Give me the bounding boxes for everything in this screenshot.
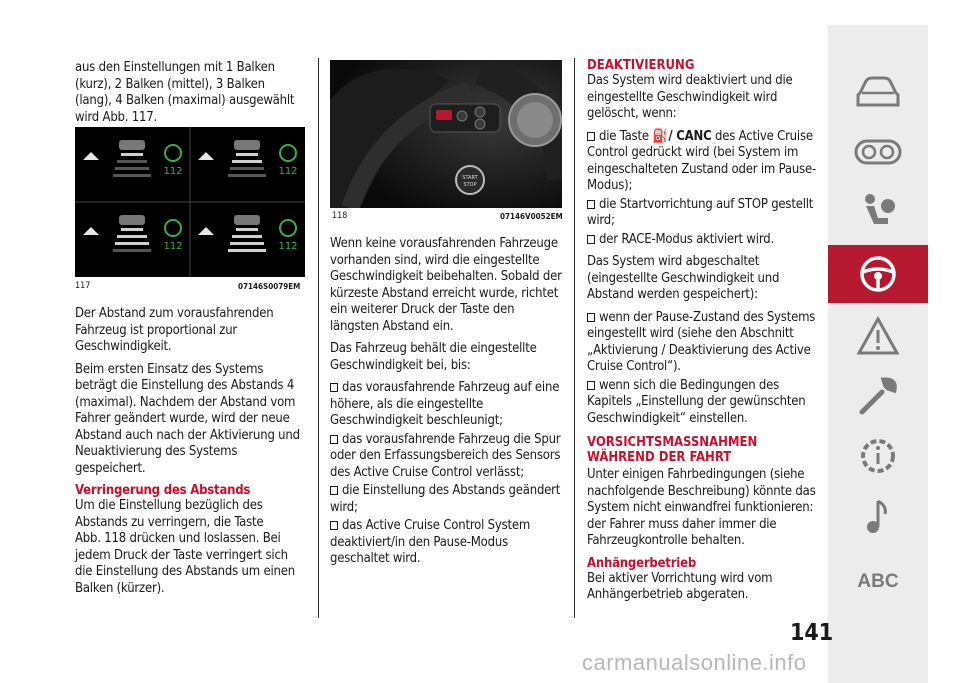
bullet-icon — [330, 383, 338, 392]
gear-info-icon — [856, 434, 900, 478]
paragraph-reduce-1: Um die Einstellung bezüglich des Abstands zu verringern, die Taste — [75, 498, 264, 530]
warning-icon — [856, 316, 900, 356]
dashboard-icon — [853, 138, 903, 166]
chapter-sidebar — [828, 25, 928, 683]
bullet-icon — [587, 381, 595, 390]
paragraph-keeps-speed: Das Fahrzeug behält die eingestellte Geschwindigkeit bei, bis: — [330, 341, 537, 373]
paragraph-deactivation: Das System wird deaktiviert und die eingestellte Geschwindigkeit wird gelöscht, wenn: — [587, 73, 793, 121]
bullet-item: das Active Cruise Control System deaktiviert/in den Pause-Modus geschaltet wird. — [330, 518, 531, 566]
airbag-icon — [858, 192, 898, 232]
bullet-item: wenn sich die Bedingungen des Kapitels „Einstellung der gewünschten Geschwindigkeit“ einstellen. — [587, 377, 806, 426]
bullet-icon — [587, 200, 595, 209]
bullet-icon — [587, 235, 595, 244]
chapter-tab-technical-data[interactable] — [828, 427, 928, 485]
figure-117-number: 117 — [75, 281, 91, 291]
heading-reduce-distance: Verringerung des Abstands — [75, 483, 251, 498]
paragraph-proportional: Der Abstand zum vorausfahrenden Fahrzeug ist proportional zur Geschwindigkeit. — [75, 306, 274, 354]
svg-text:STOP: STOP — [463, 182, 477, 188]
bullet-item: das vorausfahrende Fahrzeug die Spur oder den Erfassungsbereich des Sensors des Active Cruise Control verlässt; — [330, 431, 561, 480]
figure-118-code: 07146V0052EM — [500, 212, 563, 221]
svg-text:START: START — [462, 175, 478, 181]
intro-text: aus den Einstellungen mit 1 Balken (kurz), 2 Balken (mittel), 3 Balken (lang), 4 Balken (maximal) ausgewählt wird Abb. 117. — [75, 60, 295, 125]
paragraph-precautions: Unter einigen Fahrbedingungen (siehe nachfolgende Beschreibung) könnte das System nicht einwandfrei funktionieren: der Fahrer muss daher immer die Fahrzeugkontrolle behalten. — [587, 467, 816, 548]
bullet-item: das vorausfahrende Fahrzeug auf eine höhere, als die eingestellte Geschwindigkeit beschleunigt; — [330, 380, 560, 428]
cruise-control-icon: ⛽ — [652, 128, 669, 144]
paragraph-reduce-2: Abb. 118 drücken und loslassen. Bei jedem Druck der Taste verringert sich die Einstellung des Abstands um einen Balken (kürzer). — [75, 531, 295, 596]
bullet-item: die Einstellung des Abstands geändert wird; — [330, 483, 561, 515]
chapter-tab-index[interactable] — [828, 553, 928, 611]
column-right — [587, 58, 817, 610]
bullet-icon — [587, 313, 595, 322]
paragraph-first-use: Beim ersten Einsatz des Systems beträgt die Einstellung des Abstands 4 (maximal). Nachdem der Abstand vom Fahrer geändert wurde, wird der neue Abstand auch nach der Aktivierung und Neuaktivierung des Systems gespeichert. — [75, 361, 300, 476]
bullet-icon — [330, 521, 338, 530]
column-left-body — [75, 306, 305, 603]
column-middle — [330, 236, 562, 570]
heading-precautions: VORSICHTSMASSNAHMEN WÄHREND DER FAHRT — [587, 435, 758, 465]
column-divider-2 — [574, 58, 575, 618]
chapter-tab-car[interactable] — [828, 63, 928, 121]
steering-wheel-icon — [858, 254, 898, 294]
bullet-item: die Taste ⛽/ CANC des Active Cruise Control gedrückt wird (bei System im eingeschalteten Zustand oder im Pause-Modus); — [587, 128, 816, 193]
distance-bars-illustration — [75, 127, 305, 277]
chapter-tab-maintenance[interactable] — [828, 367, 928, 425]
heading-trailer: Anhängerbetrieb — [587, 555, 696, 571]
bullet-item: der RACE-Modus aktiviert wird. — [587, 232, 817, 249]
steering-wheel-photo — [330, 60, 562, 208]
column-left — [75, 60, 305, 132]
chapter-tab-dashboard[interactable] — [828, 123, 928, 181]
bullet-icon — [330, 486, 338, 495]
bullet-item: wenn der Pause-Zustand des Systems eingestellt wird (siehe den Abschnitt „Aktivierung / Deaktivierung des Active Cruise Control“). — [587, 309, 816, 374]
svg-text:112: 112 — [278, 166, 298, 177]
bullet-item: die Startvorrichtung auf STOP gestellt wird; — [587, 196, 814, 228]
abc-icon: ABC — [857, 571, 899, 592]
paragraph-trailer: Bei aktiver Vorrichtung wird vom Anhängerbetrieb abgeraten. — [587, 570, 773, 602]
figure-117-display — [75, 127, 305, 277]
bullet-icon — [587, 132, 595, 141]
chapter-tab-driving[interactable] — [828, 245, 928, 303]
svg-text:112: 112 — [278, 241, 298, 252]
chapter-tab-multimedia[interactable] — [828, 487, 928, 545]
music-icon — [863, 496, 893, 536]
watermark: carmanualsonline.info — [582, 650, 807, 675]
figure-118-number: 118 — [332, 211, 348, 221]
column-divider-1 — [318, 58, 319, 618]
page-number: 141 — [790, 620, 834, 646]
svg-text:112: 112 — [163, 241, 183, 252]
figure-117-code: 07146S0079EM — [238, 282, 301, 291]
svg-text:112: 112 — [163, 166, 183, 177]
chapter-tab-safety[interactable] — [828, 183, 928, 241]
chapter-tab-emergency[interactable] — [828, 307, 928, 365]
paragraph-switched-off: Das System wird abgeschaltet (eingestellte Geschwindigkeit und Abstand werden gespeichert): — [587, 254, 780, 302]
heading-deactivation: DEAKTIVIERUNG — [587, 58, 695, 73]
figure-118-steering-wheel — [330, 60, 562, 208]
wrench-icon — [856, 374, 900, 418]
paragraph-no-vehicles: Wenn keine vorausfahrenden Fahrzeuge vorhanden sind, wird die eingestellte Geschwindigkeit beibehalten. Sobald der kürzeste Abstand erreicht wurde, richtet ein weiterer Druck der Taste den längsten Abstand ein. — [330, 236, 562, 334]
car-icon — [854, 75, 902, 109]
bullet-icon — [330, 435, 338, 444]
